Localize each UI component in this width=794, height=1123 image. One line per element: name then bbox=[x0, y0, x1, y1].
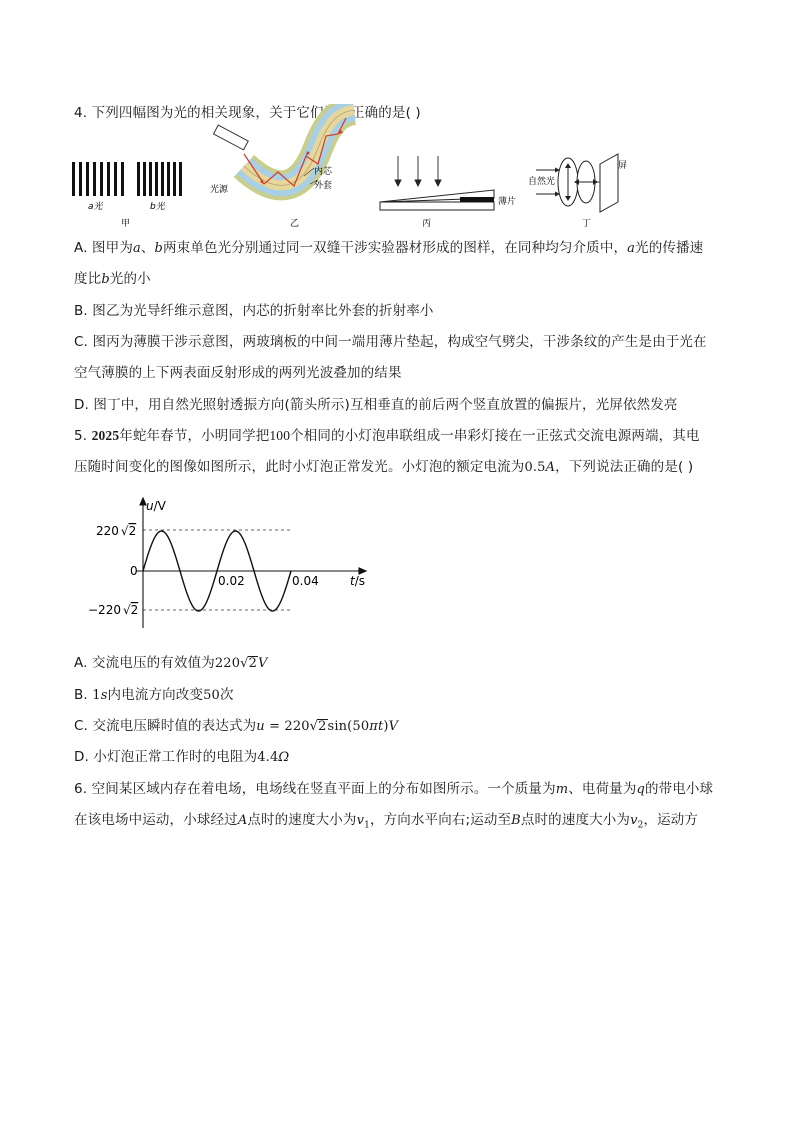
q5-stem-line1: 5. 2025年蛇年春节，小明同学把100个相同的小灯泡串联组成一串彩灯接在一正弦式交流电源两端，其电 bbox=[74, 428, 700, 444]
caption-bing: 丙 bbox=[422, 219, 432, 229]
q4-stem: 4. 下列四幅图为光的相关现象，关于它们说法正确的是( ) bbox=[74, 105, 421, 121]
q5-option-b: B. 1s内电流方向改变50次 bbox=[74, 687, 234, 703]
q4-option-b: B. 图乙为光导纤维示意图，内芯的折射率比外套的折射率小 bbox=[74, 303, 434, 319]
screen-icon bbox=[600, 154, 618, 212]
caption-ding: 丁 bbox=[582, 219, 592, 229]
light-source-icon bbox=[214, 125, 249, 150]
q4-option-a-line1: A. 图甲为a、b两束单色光分别通过同一双缝干涉实验器材形成的图样，在同种均匀介质中，a光的传播速 bbox=[74, 240, 704, 256]
y-axis-label: u/V bbox=[146, 499, 166, 513]
q4-option-a-line2: 度比b光的小 bbox=[74, 271, 151, 287]
x-tick-0.04: 0.04 bbox=[292, 574, 319, 588]
q5-option-c: C. 交流电压瞬时值的表达式为u = 220√2sin(50πt)V bbox=[74, 718, 399, 734]
caption-jia: 甲 bbox=[121, 219, 131, 229]
y-tick-max: 220 √2 bbox=[96, 524, 137, 538]
figure-bing-thin-film bbox=[376, 152, 516, 232]
label-core: 内芯 bbox=[314, 167, 333, 177]
figure-yi-optical-fiber bbox=[206, 104, 366, 230]
q5-voltage-time-chart bbox=[86, 492, 376, 634]
q5-option-d: D. 小灯泡正常工作时的电阻为4.4Ω bbox=[74, 749, 290, 765]
figure-ding-polarizers bbox=[528, 150, 638, 232]
label-a-light: a光 bbox=[88, 202, 103, 212]
figure-jia-fringes bbox=[68, 158, 190, 230]
fringes-b bbox=[137, 162, 182, 196]
caption-yi: 乙 bbox=[290, 219, 300, 229]
label-natural-light: 自然光 bbox=[528, 177, 556, 187]
bottom-glass-plate bbox=[380, 202, 494, 210]
q5-stem-line2: 压随时间变化的图像如图所示，此时小灯泡正常发光。小灯泡的额定电流为0.5A，下列说法正确的是( ) bbox=[74, 459, 694, 475]
x-axis-label: t/s bbox=[350, 574, 366, 588]
x-tick-0.02: 0.02 bbox=[218, 574, 245, 588]
label-screen: 屏 bbox=[618, 161, 628, 171]
q6-line2: 在该电场中运动，小球经过A点时的速度大小为$v_1$，方向水平向右;运动至B点时的速度大小为$v_2$，运动方 bbox=[74, 812, 699, 831]
label-cladding: 外套 bbox=[314, 181, 333, 191]
q4-option-d: D. 图丁中，用自然光照射透振方向(箭头所示)互相垂直的前后两个竖直放置的偏振片，光屏依然发亮 bbox=[74, 397, 678, 413]
label-b-light: b光 bbox=[150, 202, 165, 212]
label-thin-sheet: 薄片 bbox=[498, 197, 516, 207]
q4-option-c-line1: C. 图丙为薄膜干涉示意图，两玻璃板的中间一端用薄片垫起，构成空气劈尖，干涉条纹的产生是由于光在 bbox=[74, 334, 707, 350]
q4-option-c-line2: 空气薄膜的上下两表面反射形成的两列光波叠加的结果 bbox=[74, 365, 402, 381]
q5-option-a: A. 交流电压的有效值为220√2V bbox=[74, 655, 268, 671]
y-tick-zero: 0 bbox=[130, 564, 138, 578]
y-tick-min: −220 √2 bbox=[88, 603, 139, 617]
fringes-a bbox=[72, 162, 124, 196]
thin-sheet-icon bbox=[460, 197, 494, 202]
label-light-source: 光源 bbox=[210, 185, 229, 195]
q6-line1: 6. 空间某区域内存在着电场，电场线在竖直平面上的分布如图所示。一个质量为m、电荷量为q的带电小球 bbox=[74, 781, 714, 797]
